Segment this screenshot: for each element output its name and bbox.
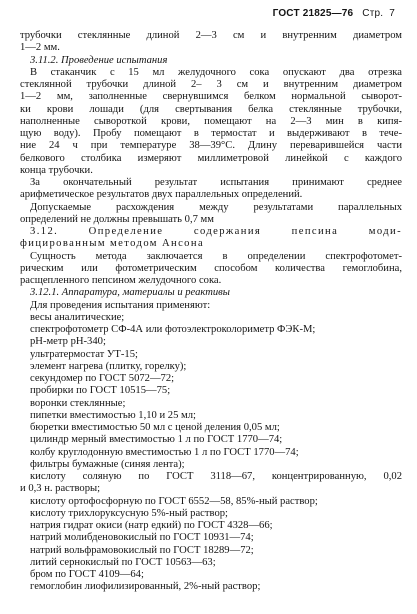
text-line: и 0,3 н. растворы;	[20, 483, 101, 495]
text-line: кислоту соляную по ГОСТ 3118—67, концентрированную, 0,02	[30, 471, 402, 482]
text-line: За окончательный результат испытания принимают среднее	[30, 177, 402, 188]
text-line: натрий вольфрамовокислый по ГОСТ 18289—72;	[30, 544, 254, 556]
text-line: колбу круглодонную вместимостью 1 л по ГОСТ 1770—74;	[30, 446, 299, 458]
text-line: белкового столбика измеряют миллиметровой линейкой с каждого	[20, 152, 402, 164]
text-line: бром по ГОСТ 4109—64;	[30, 569, 144, 580]
text-line: цилиндр мерный вместимостью 1 л по ГОСТ 1770—74;	[30, 434, 283, 446]
text-line: рН-метр рН-340;	[30, 336, 106, 348]
text-line: 1—2 мм.	[20, 42, 60, 54]
text-line: стеклянной трубочки длиной 2– 3 см и внутренним диаметром	[20, 79, 402, 90]
text-line: наполненные сывороткой крови, помещают на 2—3 мин в кипя-	[20, 115, 402, 127]
text-line: элемент нагрева (плитку, горелку);	[30, 360, 187, 372]
text-line: ультратермостат УТ-15;	[30, 348, 138, 360]
text-line: 3.12.1. Аппаратура, материалы и реактивы	[30, 287, 230, 299]
text-line: конца трубочки.	[20, 164, 93, 176]
document-body	[20, 30, 402, 594]
text-line: рическим или фотометрическим способом количества гемоглобина,	[20, 262, 402, 274]
text-line: гемоглобин лиофилизированный, 2%-ный раствор;	[30, 581, 261, 593]
text-line: Сущность метода заключается в определении спектрофотомет-	[30, 250, 402, 262]
text-line: трубочки стеклянные длиной 2—3 см и внутренним диаметром	[20, 30, 402, 41]
text-line: расщепленного пепсином желудочного сока.	[20, 275, 222, 286]
text-line: щую воду). Пробу помещают в термостат и выдерживают в тече-	[20, 128, 402, 139]
text-line: литий сернокислый по ГОСТ 10563—63;	[30, 556, 216, 568]
text-line: натрия гидрат окиси (натр едкий) по ГОСТ 4328—66;	[30, 520, 273, 531]
standard-number: ГОСТ 21825—76	[272, 8, 354, 19]
text-line: кислоту ортофосфорную по ГОСТ 6552—58, 85%-ный раствор;	[30, 495, 318, 507]
text-line: натрий молибденовокислый по ГОСТ 10931—74;	[30, 532, 254, 544]
text-line: спектрофотометр СФ-4А или фотоэлектроколориметр ФЭК-М;	[30, 324, 316, 335]
text-line: арифметическое результатов двух параллельных определений.	[20, 189, 303, 201]
text-line: весы аналитические;	[30, 311, 125, 323]
text-line: ние 24 ч при температуре 38—39°С. Длину переварившейся части	[20, 140, 402, 152]
text-line: ки крови лошади (для свертывания белка стеклянные трубочки,	[20, 103, 402, 115]
text-line: Допускаемые расхождения между результатами параллельных	[30, 201, 402, 213]
page-header	[273, 8, 395, 20]
text-line: фильтры бумажные (синяя лента);	[30, 458, 185, 470]
text-line: воронки стеклянные;	[30, 397, 126, 409]
page-label: Стр.	[362, 8, 384, 19]
page-number: 7	[389, 8, 395, 19]
text-line: пипетки вместимостью 1,10 и 25 мл;	[30, 409, 196, 421]
text-line: пробирки по ГОСТ 10515—75;	[30, 385, 171, 397]
text-line: 3.12. Определение содержания пепсина моди-	[30, 226, 402, 237]
text-line: 3.11.2. Проведение испытания	[30, 54, 168, 66]
text-line: В стаканчик с 15 мл желудочного сока опускают два отрезка	[30, 66, 402, 78]
text-line: секундомер по ГОСТ 5072—72;	[30, 373, 175, 384]
text-line: кислоту трихлоруксусную 5%-ный раствор;	[30, 507, 228, 519]
text-line: Для проведения испытания применяют:	[30, 299, 211, 311]
text-line: определений не должны превышать 0,7 мм	[20, 213, 214, 225]
text-line: 1—2 мм, заполненные свернувшимся белком нормальной сыворот-	[20, 91, 402, 103]
text-line: фицированным методом Ансона	[20, 238, 205, 250]
text-line: бюретки вместимостью 50 мл с ценой деления 0,05 мл;	[30, 422, 280, 433]
